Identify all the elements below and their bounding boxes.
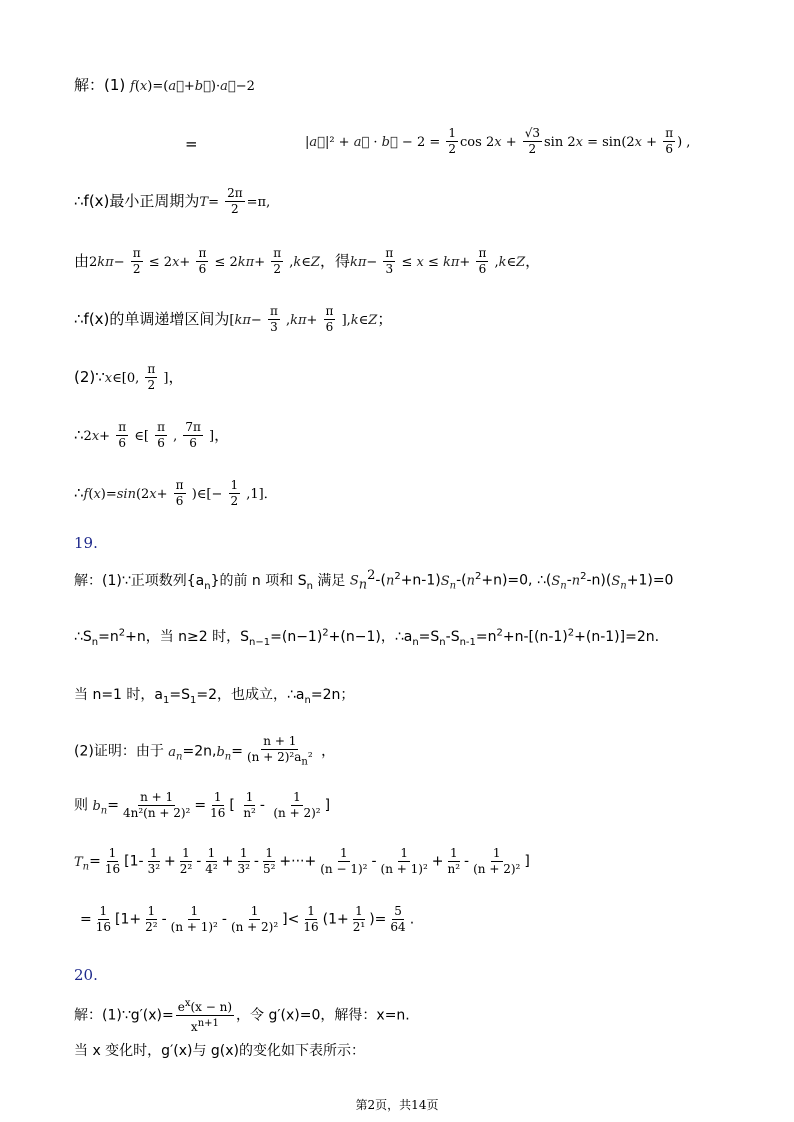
- sequence-condition-line: 解：(1)∵正项数列$\{a_n\}$的前 n 项和 $S_n$ 满足 $S_n^2-(n^2+n-1)S_n-(n^2+n)=0$, $\therefore(S_n-n^2-n)(S_n+1)=0$: [74, 568, 674, 593]
- question-number-20: 20.: [74, 966, 98, 984]
- solution-part1-line: 解：(1) f(x)=(a⃗+b⃗)·a⃗−2: [74, 76, 255, 94]
- part2-domain-line: (2)∵x∈[0, $\frac{\pi}{2}$ ]，: [74, 362, 184, 392]
- period-line: ∴f(x)最小正周期为T= $\frac{2\pi}{2}$ =π,: [74, 186, 271, 216]
- equals-sign: =: [185, 135, 198, 153]
- tn-bound-line: = $\frac{1}{16}$ [1+ $\frac{1}{\text{2²}}$ - $\frac{1}{\text{(n + 1)²}}$ - $\frac{1}{\text{(n + 2)²}}$ ]< $\frac{1}{16}$ (1+ $\frac{1}{\text{2¹}}$ )= $\frac{5}{64}$ .: [80, 904, 415, 934]
- n-equals-1-line: 当 n=1 时，$a_1=S_1=2$，也成立，$\therefore a_n=2n$；: [74, 687, 355, 706]
- argument-range-line: ∴2x+ $\frac{\pi}{6}$ ∈[ $\frac{\pi}{6}$ , $\frac{7\pi}{6}$ ]，: [74, 420, 230, 450]
- page-footer: 第2页，共14页: [355, 1098, 439, 1112]
- sn-formula-line: $\therefore S_n=n^2+n$，当 n≥2 时，$S_{n-1}=(n-1)^2+(n-1)$，$\therefore a_n=S_n-S_{n-1}=n^2+n-[(n-1)^2+(n-1)]=2n$.: [74, 627, 660, 648]
- bn-decomposition-line: 则 $b_n=$ $\frac{n + 1}{\text{4n²(n + 2)²}}$ = $\frac{1}{16}$ [ $\frac{1}{\text{n²}}$ - $\frac{1}{\text{(n + 2)²}}$ ]: [74, 790, 331, 820]
- tn-sum-line: $T_n=$ $\frac{1}{16}$ [1- $\frac{1}{\text{3²}}$ + $\frac{1}{\text{2²}}$ - $\frac{1}{\text{4²}}$ + $\frac{1}{\text{3²}}$ - $\frac{1}{\text{5²}}$ +···+ $\frac{1}{\text{(n − 1)²}}$ - $\frac{1}{\text{(n + 1)²}}$ + $\frac{1}{\text{n²}}$ - $\frac{1}{\text{(n + 2)²}}$ ]: [74, 846, 530, 876]
- question-number-19: 19.: [74, 534, 98, 552]
- proof-intro-line: (2)证明：由于 $a_n=2n,b_n=$ $\frac{n + 1}{(n + 2)^2a_n^2}$ ，: [74, 734, 336, 768]
- table-intro-line: 当 x 变化时，g′(x)与 g(x)的变化如下表所示：: [74, 1043, 366, 1059]
- inequality-line: 由2kπ− $\frac{\pi}{2}$ ≤ 2x+ $\frac{\pi}{6}$ ≤ 2kπ+ $\frac{\pi}{2}$ ,k∈Z，得kπ− $\frac{\pi}{3}$ ≤ x ≤ kπ+ $\frac{\pi}{6}$ ,k∈Z，: [74, 246, 541, 276]
- increasing-interval-line: ∴f(x)的单调递增区间为[kπ− $\frac{\pi}{3}$ ,kπ+ $\frac{\pi}{6}$ ],k∈Z；: [74, 304, 393, 334]
- dot-product-expansion: |a⃗|² + a⃗ · b⃗ − 2 = $\frac{1}{2}$ cos 2x + $\frac{√3}{2}$ sin 2x = sin(2x + $\frac{\pi}{6}$ ) ,: [305, 126, 691, 156]
- derivative-line: 解：(1)∵g′(x)= $\frac{e^x(x - n)}{x^{n+1}}$ ，令 g′(x)=0，解得：x=n.: [74, 998, 410, 1034]
- range-result-line: ∴f(x)=sin(2x+ $\frac{\pi}{6}$ )∈[− $\frac{1}{2}$ ,1]．: [74, 478, 277, 508]
